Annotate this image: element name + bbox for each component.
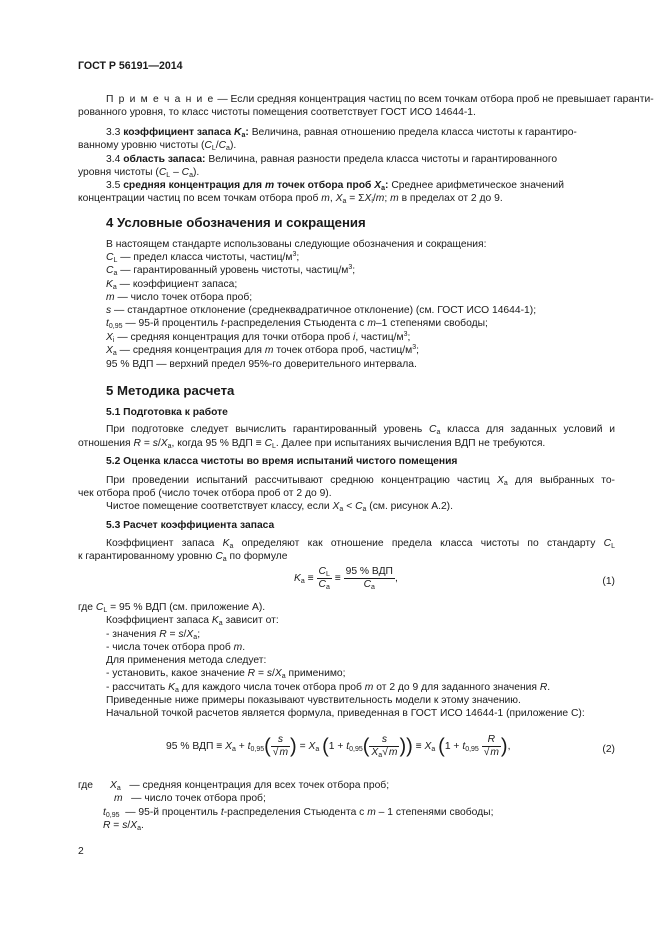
definition-3-4-line-2: уровня чистоты $(C_L - C_a)$. <box>78 167 200 179</box>
symbol-ka: $K_a$ — коэффициент запаса; <box>106 279 238 291</box>
equation-1-number: (1) <box>602 576 615 587</box>
subsection-5-2-line-3: Чистое помещение соответствует классу, если $X_a < C_a$ (см. рисунок А.2). <box>106 501 453 513</box>
subsection-5-2-line-1: При проведении испытаний рассчитывают среднюю концентрацию частиц $X_a$ для выбранных то- <box>106 475 615 487</box>
equation-2: 95 % ВДП ≡ $X_a + t_{0,95}$( $\frac{s}{√m}$ ) = $X_a$ ($1 + t_{0,95}$( $\frac{s}{X_a√m}$ )) ≡ $X_a$ ($1 + t_{0,95}$ $\frac{R}{√m}$ ), <box>166 734 511 759</box>
page-number: 2 <box>78 846 84 857</box>
definition-3-3: 3.3 коэффициент запаса $K_a$: Величина, равная отношению предела класса чистоты к гарантиро- <box>106 127 577 139</box>
subsection-5-2-line-2: чек отбора проб (число точек отбора проб от 2 до 9). <box>78 488 332 499</box>
symbol-ca: $C_a$ — гарантированный уровень чистоты, частиц/$м^3$; <box>106 264 356 277</box>
symbol-xi: $X_i$ — средняя концентрация для точки отбора проб i, частиц/$м^3$; <box>106 331 411 344</box>
section-4-title: 4 Условные обозначения и сокращения <box>106 215 366 230</box>
apply-line: Для применения метода следует: <box>106 655 267 666</box>
apply-item-1: - установить, какое значение $R = s/X_a$ применимо; <box>106 668 346 680</box>
start-line: Начальной точкой расчетов является формула, приведенная в ГОСТ ИСО 14644-1 (приложение С): <box>106 708 585 719</box>
equation-1: $K_a$ ≡ $\frac{C_L}{C_a}$ ≡ $\frac{\text{95 \% ВДП}}{C_a}$ , <box>294 566 398 591</box>
examples-line: Приведенные ниже примеры показывают чувствительность модели к этому значению. <box>106 695 521 706</box>
subsection-5-3-title: 5.3 Расчет коэффициента запаса <box>106 520 275 531</box>
subsection-5-1-line-2: отношения $R = s/X_a$, когда 95 % ВДП ≡ $C_L$. Далее при испытаниях вычисления ВДП не требуются. <box>78 438 546 450</box>
definition-3-5-line-2: концентрации частиц по всем точкам отбора проб m, $X_a = \Sigma X_i/m$; m в пределах от 2 до 9. <box>78 193 503 205</box>
where-m: m — число точек отбора проб; <box>114 793 266 804</box>
where-t: $t_{0,95}$ — 95-й процентиль t-распределения Стьюдента с m – 1 степенями свободы; <box>103 807 494 819</box>
where-r: $R = s/X_a$. <box>103 820 144 832</box>
note-line-2: рованного уровня, то класс чистоты помещения соответствует ГОСТ ИСО 14644-1. <box>78 107 476 118</box>
where-2-label: где <box>78 780 94 791</box>
where-xa: $X_a$ — средняя концентрация для всех точек отбора проб; <box>110 780 390 792</box>
equation-2-number: (2) <box>602 744 615 755</box>
symbol-s: s — стандартное отклонение (среднеквадратичное отклонение) (см. ГОСТ ИСО 14644-1); <box>106 305 537 316</box>
definition-3-5: 3.5 средняя концентрация для m точек отбора проб $X_a$: Среднее арифметическое значений <box>106 180 565 192</box>
symbol-xa: $X_a$ — средняя концентрация для m точек отбора проб, частиц/$м^3$; <box>106 344 419 357</box>
depends-item-2: - числа точек отбора проб m. <box>106 642 246 653</box>
symbol-m: m — число точек отбора проб; <box>106 292 253 303</box>
subsection-5-3-line-2: к гарантированному уровню $C_a$ по формуле <box>78 551 288 563</box>
section-5-title: 5 Методика расчета <box>106 383 235 398</box>
symbol-t: $t_{0,95}$ — 95-й процентиль t-распределения Стьюдента с m–1 степенями свободы; <box>106 318 488 330</box>
section-4-intro: В настоящем стандарте использованы следующие обозначения и сокращения: <box>106 239 487 250</box>
depends-item-1: - значения $R = s/X_a$; <box>106 629 201 641</box>
where-cl: где $C_L = 95$ % ВДП (см. приложение А). <box>78 602 266 614</box>
subsection-5-1-title: 5.1 Подготовка к работе <box>106 407 228 418</box>
note-line-1: П р и м е ч а н и е — Если средняя концентрация частиц по всем точкам отбора проб не превышает гаранти- <box>106 94 654 105</box>
subsection-5-2-title: 5.2 Оценка класса чистоты во время испытаний чистого помещения <box>106 456 458 467</box>
apply-item-2: - рассчитать $K_a$ для каждого числа точек отбора проб m от 2 до 9 для заданного значения R. <box>106 682 551 694</box>
symbol-cl: $C_L$ — предел класса чистоты, частиц/$м^3$; <box>106 251 300 264</box>
definition-3-4: 3.4 область запаса: Величина, равная разности предела класса чистоты и гарантированного <box>106 154 558 165</box>
document-header: ГОСТ Р 56191—2014 <box>78 60 183 72</box>
depends-line: Коэффициент запаса $K_a$ зависит от: <box>106 615 279 627</box>
subsection-5-3-line-1: Коэффициент запаса $K_a$ определяют как отношение предела класса чистоты по стандарту $C_L$ <box>106 538 615 550</box>
definition-3-3-line-2: ванному уровню чистоты $(C_L/C_a)$. <box>78 140 237 152</box>
symbol-vdp: 95 % ВДП — верхний предел 95%-го доверительного интервала. <box>106 359 417 370</box>
subsection-5-1-line-1: При подготовке следует вычислить гарантированный уровень $C_a$ класса для заданных условий и <box>106 424 615 436</box>
